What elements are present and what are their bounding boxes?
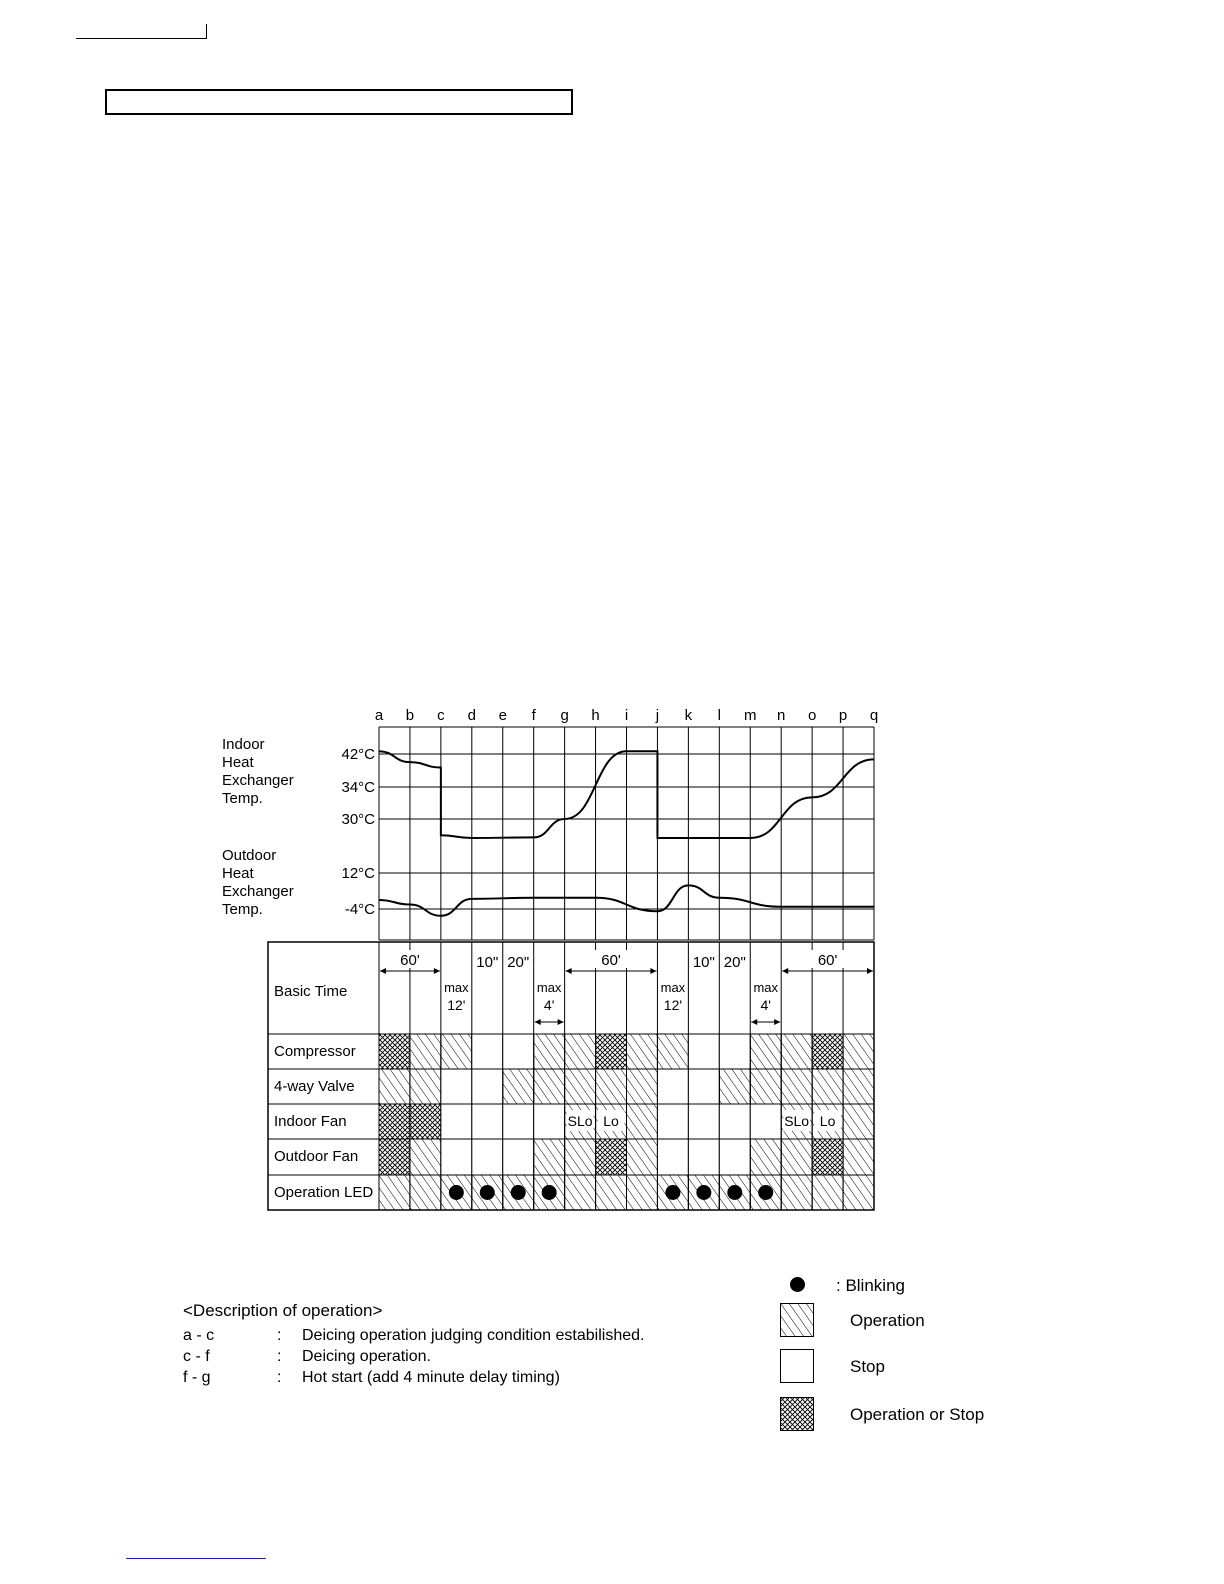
colon: : [277,1327,282,1344]
operation-cell [750,1139,781,1175]
operation-cell [565,1175,596,1210]
operation-cell [843,1104,874,1139]
outdoor-temp-label: Temp. [222,901,263,918]
indoor-temp-label: Heat [222,754,254,771]
max-note-value: 4' [543,997,555,1013]
operation-cell [781,1139,812,1175]
phase-label: g [560,707,569,724]
operation-cell [781,1034,812,1069]
operation-cell [781,1069,812,1104]
stop-cell [441,1069,472,1104]
phase-label: p [838,707,848,724]
blinking-dot [727,1185,742,1200]
operation-cell [812,1069,843,1104]
operation-cell [750,1069,781,1104]
stop-cell [503,1139,534,1175]
fan-speed-label: SLo [784,1113,810,1129]
footer-link-line [126,1558,266,1559]
operation-cell [627,1034,658,1069]
operation-or-stop-cell [379,1139,410,1175]
indoor-temp-label: Indoor [222,736,265,753]
blinking-dot [449,1185,464,1200]
temp-tick-label: -4°C [344,901,375,918]
basic-time-arrow-head [650,968,656,974]
operation-cell [843,1034,874,1069]
row-label: Compressor [274,1043,356,1060]
phase-label: f [531,707,536,724]
operation-description [183,1300,644,1388]
indoor-temp-label: Temp. [222,790,263,807]
max-note-arrow-head [535,1019,541,1025]
operation-or-stop-cell [379,1104,410,1139]
blinking-dot [696,1185,711,1200]
row-label: Indoor Fan [274,1113,347,1130]
operation-cell [627,1175,658,1210]
max-note-label: max [660,980,686,995]
operation-cell [410,1175,441,1210]
range-text: Hot start (add 4 minute delay timing) [302,1369,560,1386]
legend-item-stop [780,1349,1040,1385]
description-row [183,1346,644,1367]
outdoor-temp-label: Outdoor [222,847,277,864]
operation-cell [781,1175,812,1210]
operation-or-stop-cell [410,1104,441,1139]
stop-cell [472,1139,503,1175]
operation-cell [410,1034,441,1069]
operation-cell [627,1104,658,1139]
stop-cell [472,1104,503,1139]
description-row [183,1367,644,1388]
max-note-value: 4' [760,997,771,1013]
phase-label: d [467,707,476,724]
temp-tick-label: 42°C [341,746,375,763]
legend-label: Operation or Stop [850,1405,985,1424]
basic-time-value: 10" [476,954,499,971]
phase-label: m [744,707,757,724]
blinking-dot [665,1185,680,1200]
phase-label: l [717,707,721,724]
stop-cell [657,1069,688,1104]
stop-cell [750,1104,781,1139]
max-note-arrow-head [751,1019,757,1025]
outdoor-temp-label: Exchanger [222,883,294,900]
operation-or-stop-cell [812,1139,843,1175]
fan-speed-label: SLo [567,1113,593,1129]
blinking-dot-icon [790,1277,805,1292]
operation-cell [565,1069,596,1104]
stop-cell [441,1139,472,1175]
range-label: a - c [183,1327,215,1344]
max-note-value: 12' [447,997,466,1013]
operation-cell [565,1139,596,1175]
stop-swatch-icon [780,1349,814,1383]
legend-label: Operation [850,1311,925,1330]
basic-time-label: Basic Time [274,983,348,1000]
phase-label: k [684,707,693,724]
fan-speed-label: Lo [819,1113,836,1129]
legend-item-operation-or-stop [780,1397,1040,1433]
basic-time-arrow-head [380,968,386,974]
phase-label: j [655,707,660,724]
operation-cell [410,1069,441,1104]
max-note-value: 12' [663,997,683,1013]
max-note-arrow-head [558,1019,564,1025]
stop-cell [688,1104,719,1139]
basic-time-arrow-head [782,968,788,974]
stop-cell [719,1034,750,1069]
temp-tick-label: 34°C [341,779,375,796]
basic-time-value: 60' [817,952,838,969]
legend-label: : Blinking [836,1276,905,1295]
range-text: Deicing operation judging condition estabilished. [302,1327,645,1344]
stop-cell [503,1034,534,1069]
operation-or-stop-swatch-icon [780,1397,814,1431]
fan-speed-label: Lo [603,1113,619,1129]
phase-label: i [624,707,629,724]
stop-cell [534,1104,565,1139]
colon: : [277,1348,282,1365]
operation-cell [441,1034,472,1069]
basic-time-arrow-head [566,968,572,974]
blinking-dot [542,1185,557,1200]
operation-cell [534,1069,565,1104]
phase-label: b [405,707,415,724]
basic-time-arrow-head [434,968,440,974]
phase-label: h [591,707,600,724]
operation-cell [719,1069,750,1104]
temp-tick-label: 30°C [341,811,375,828]
operation-or-stop-cell [596,1139,627,1175]
phase-label: a [374,707,384,724]
stop-cell [472,1034,503,1069]
legend-item-operation [780,1303,1040,1339]
phase-label: c [437,707,445,724]
description-heading: <Description of operation> [183,1301,383,1320]
operation-cell [596,1175,627,1210]
basic-time-arrow-head [867,968,873,974]
blinking-dot [511,1185,526,1200]
stop-cell [719,1104,750,1139]
stop-cell [719,1139,750,1175]
blinking-dot [480,1185,495,1200]
range-text: Deicing operation. [302,1348,431,1365]
operation-cell [379,1069,410,1104]
operation-cell [596,1069,627,1104]
stop-cell [688,1034,719,1069]
outdoor-temp-label: Heat [222,865,254,882]
operation-or-stop-cell [379,1034,410,1069]
stop-cell [688,1139,719,1175]
operation-cell [627,1139,658,1175]
operation-cell [410,1139,441,1175]
operation-cell [843,1175,874,1210]
operation-cell [843,1069,874,1104]
stop-cell [503,1104,534,1139]
max-note-arrow-head [774,1019,780,1025]
operation-or-stop-cell [596,1034,627,1069]
operation-cell [750,1034,781,1069]
basic-time-value: 60' [400,952,420,969]
operation-cell [843,1139,874,1175]
temp-tick-label: 12°C [341,865,375,882]
row-label: Operation LED [274,1184,374,1201]
operation-cell [657,1034,688,1069]
legend-label: Stop [850,1357,885,1376]
range-label: c - f [183,1348,210,1365]
max-note-label: max [536,980,562,995]
colon: : [277,1369,282,1386]
range-label: f - g [183,1369,211,1386]
basic-time-value: 60' [601,952,621,969]
basic-time-value: 10" [692,954,715,971]
basic-time-value: 20" [723,954,746,971]
row-label: 4-way Valve [274,1078,355,1095]
phase-label: o [807,707,817,724]
basic-time-value: 20" [507,954,530,971]
stop-cell [441,1104,472,1139]
operation-cell [534,1139,565,1175]
operation-or-stop-cell [812,1034,843,1069]
phase-label: q [869,707,879,724]
max-note-label: max [444,980,469,995]
stop-cell [657,1104,688,1139]
operation-cell [812,1175,843,1210]
phase-label: e [498,707,507,724]
indoor-temp-label: Exchanger [222,772,294,789]
max-note-label: max [753,980,778,995]
stop-cell [688,1069,719,1104]
operation-swatch-icon [780,1303,814,1337]
operation-cell [534,1034,565,1069]
operation-cell [503,1069,534,1104]
description-row [183,1325,644,1346]
operation-cell [627,1069,658,1104]
phase-label: n [777,707,786,724]
blinking-dot [758,1185,773,1200]
stop-cell [472,1069,503,1104]
operation-cell [565,1034,596,1069]
row-label: Outdoor Fan [274,1148,359,1165]
operation-cell [379,1175,410,1210]
stop-cell [657,1139,688,1175]
